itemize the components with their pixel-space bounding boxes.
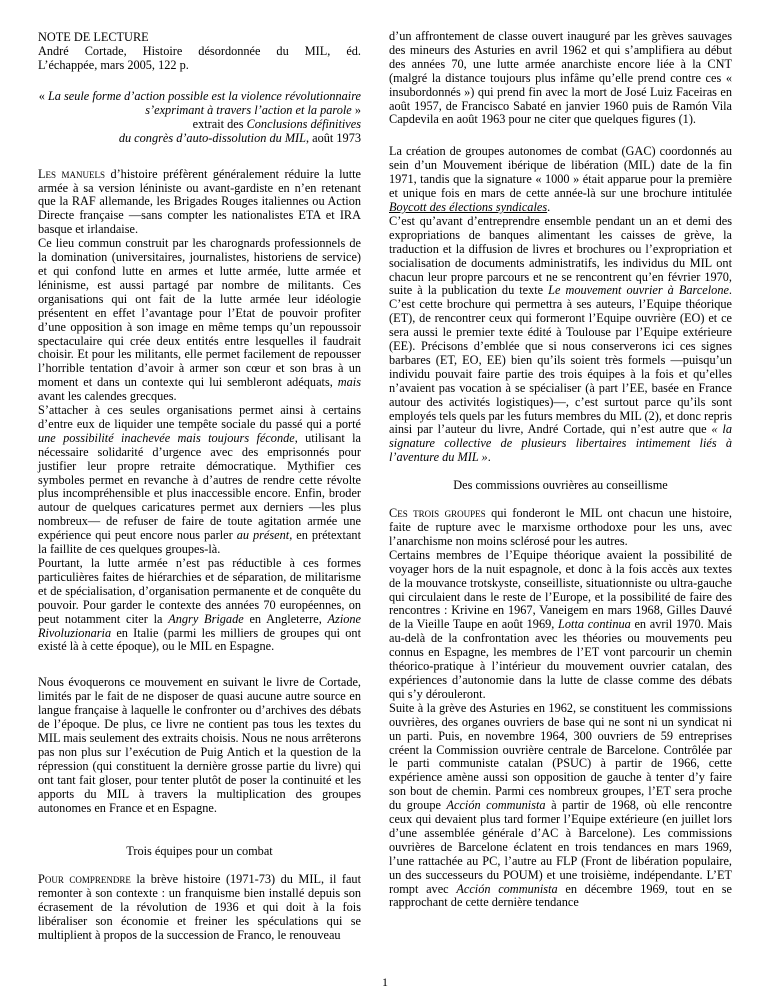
paragraph: Les manuels d’histoire préfèrent généralement réduire la lutte armée à sa version léniniste ou avant-gardiste en n’en retenant que la RAF allemande, les Brigades Rouges italiennes ou Action Directe française —sans compter les nationalistes ETA et IRA basque et irlandaise. bbox=[38, 166, 361, 237]
epigraph-source-suffix: du congrès d’auto-dissolution du MIL bbox=[118, 130, 306, 145]
epigraph-source-prefix: extrait des bbox=[192, 116, 247, 131]
paragraph: Ces trois groupes qui fonderont le MIL ont chacun une histoire, faite de rupture avec le marxisme orthodoxe pour les uns, avec l’anarchisme non moins sclérosé pour les autres. bbox=[389, 506, 732, 548]
section-title: Des commissions ouvrières au conseillisme bbox=[453, 478, 668, 493]
book-reference-line2: L’échappée, mars 2005, 122 p. bbox=[38, 58, 189, 72]
note-label: NOTE DE LECTURE bbox=[38, 30, 149, 44]
paragraph: Certains membres de l’Equipe théorique avaient la possibilité de voyager hors de la nuit espagnole, et donc à la fois accès aux textes de la mouvance trotskyste, conseilliste, situationniste ou ultra-gauche qui circulaient dans le reste de l’Europe, et la possibilité de faire des rencontres : Krivine en 1967, Vaneigem en mars 1968, Gilles Dauvé de la Vieille Taupe en août 1969, Lotta continua en avril 1970. Mais au-delà de la confrontation avec les théories ou mouvements peu connus en Espagne, les membres de l’ET vont parcourir un chemin théorico-pratique à l’intérieur du mouvement ouvrier catalan, des expériences d’autonomie dans la lutte de classe comme des débats qui s’y dérouleront. bbox=[389, 547, 733, 701]
epigraph-source-title: Conclusions définitives bbox=[246, 116, 361, 131]
paragraph: Pourtant, la lutte armée n’est pas réductible à ces formes particulières faites de hiérarchies et de séparation, de militarisme et de spécialisation, d’organisation permanente et de conquête du pouvoir. Pour garder le contexte des années 70 européennes, on peut notamment citer la Angry Brigade en Angleterre, Azione Rivoluzionaria en Italie (parmi les milliers de groupes qui ont existé là à cette époque), ou le MIL en Espagne. bbox=[38, 556, 361, 654]
paragraph: Nous évoquerons ce mouvement en suivant le livre de Cortade, limités par le fait de ne disposer de quasi aucune autre source en langue française à laquelle le confronter ou d’archives des débats de l’époque. De plus, ce livre ne contient pas tous les textes du MIL mais seulement des extraits choisis. Nous ne nous arrêterons pas non plus sur l’exécution de Puig Antich et la question de la répression (qui constituent la dernière grosse partie du livre) qui ont tant fait gloser, pour tenter plutôt de poser la continuité et les apports du MIL à travers la multiplication des groupes autonomes en France et en Espagne. bbox=[38, 675, 361, 815]
page-number: 1 bbox=[382, 975, 388, 989]
right-column bbox=[389, 30, 732, 910]
epigraph-source-date: , août 1973 bbox=[306, 130, 361, 145]
paragraph: Suite à la grève des Asturies en 1962, se constituent les commissions ouvrières, des organes ouvriers de base qui ne sont ni un syndicat ni un parti. Puis, en novembre 1964, 300 ouvriers de 59 entreprises créent la Commission ouvrière centrale de Barcelone. Contrôlée par le parti communiste catalan (PSUC) à partir de 1966, cette expérience amène aussi son opposition de gauche à tenter d’y faire son bout de chemin. Parmi ces nombreux groupes, l’ET sera proche du groupe Acción communista à partir de 1968, où elle rencontre ceux qui devaient plus tard former l’Equipe extérieure (en juillet lors d’une assemblée générale d’AC à Barcelone). Les commissions ouvrières de Barcelone éclatent en trois tendances en mars 1969, l’une rattachée au PC, l’autre au FLP (Front de libération populaire, un des successeurs du POUM) et une troisième, indépendante. L’ET rompt avec Acción communista en décembre 1969, tout en se rapprochant de cette dernière tendance bbox=[389, 700, 733, 910]
paragraph: La création de groupes autonomes de combat (GAC) coordonnés au sein d’un Mouvement ibérique de libération (MIL) date de la fin 1971, tandis que la signature « 1000 » était apparue pour la première et unique fois en mars de cette année-là sur une brochure intitulée Boycott des élections syndicales. bbox=[389, 144, 732, 214]
paragraph: d’un affrontement de classe ouvert inauguré par les grèves sauvages des mineurs des Asturies en avril 1962 et qui s’amplifiera au début des années 70, une lutte armée anarchiste encore liée à la CNT (malgré la distance toujours plus infâme qu’elle prend contre ces « insubordonnés ») qui prend fin avec la mort de José Luiz Faceiras en août 1957, de Francisco Sabaté en janvier 1960 puis de Ramón Vila Capdevila en août 1963 pour ne citer que quelques figures (1). bbox=[389, 29, 732, 127]
paragraph: S’attacher à ces seules organisations permet ainsi à certains d’entre eux de liquider une tempête sociale du passé qui a porté une possibilité inachevée mais toujours féconde, utilisant la nécessaire solidarité d’urgence avec des emprisonnés pour justifier leur propre retraite démocratique. Mythifier ces symboles permet en revanche à d’autres de rendre cette révolte plus incompréhensible et plus inaccessible encore. Enfin, broder autour de quelques caricatures permet aux derniers —les plus nombreux— de refuser de faire de toute agitation armée une expérience qui peut encore nous parler au présent, en prétextant la faillite de ces quelques groupes-là. bbox=[38, 403, 361, 557]
left-column bbox=[38, 30, 361, 943]
paragraph: C’est qu’avant d’entreprendre ensemble pendant un an et demi des expropriations de banques alimentant les caisses de grève, la traduction et la diffusion de livres et brochures ou l’expropriation et socialisation de documents administratifs, les individus du MIL ont chacun leur propre parcours et ne se rencontrent qu’en février 1970, suite à la publication du texte Le mouvement ouvrier à Barcelone. C’est cette brochure qui permettra à ses auteurs, l’Equipe théorique (ET), de rencontrer ceux qui formeront l’Equipe ouvrière (EO) et ce sera aussi le premier texte édité à Toulouse par l’Equipe extérieure (EE). Précisons d’emblée que si nous conserverons ici ces signes barbares (ET, EO, EE) bien qu’ils soient très formels —puisqu’un individu pouvait faire partie des trois équipes à la fois et qu’elles n’avaient pas vocation à se spécialiser (à part l’EE, basée en France autour des activités logistiques)—, c’est surtout parce qu’ils sont employés tels quels par les futurs membres du MIL (2), et donc repris ainsi par l’auteur du livre, André Cortade, qui n’est autre que « la signature collective de plusieurs libertaires intimement liés à l’aventure du MIL ». bbox=[389, 213, 732, 465]
epigraph-quote: La seule forme d’action possible est la violence révolutionnaire s’exprimant à travers l’action et la parole bbox=[47, 89, 361, 117]
epigraph: « La seule forme d’action possible est la violence révolutionnaire s’exprimant à travers l’action et la parole » extrait des Conclusions définitives du congrès d’auto-dissolution du MIL, août 1973 bbox=[38, 89, 361, 145]
section-title: Trois équipes pour un combat bbox=[126, 844, 273, 859]
paragraph: Pour comprendre la brève histoire (1971-73) du MIL, il faut remonter à son contexte : un franquisme bien installé depuis son écrasement de la révolution de 1936 et qui doit à la fois libéraliser son économie et freiner les spéculations qui se multiplient à propos de la succession de Franco, le renouveau bbox=[38, 872, 361, 942]
paragraph: Ce lieu commun construit par les charognards professionnels de la domination (universitaires, journalistes, historiens de service) et qui confond lutte en armes et lutte armée, lutte armée et léninisme, est aussi partagé par nombre de militants. Ces organisations qui ont fait de la lutte armée leur idéologie présentent en effet l’avantage pour l’Etat de pouvoir profiter d’une opposition à son image en même temps qu’un repoussoir spectaculaire qui crée deux entités entre lesquelles il faudrait choisir. Et pour les militants, elle permet facilement de repousser l’horrible tentation d’avoir à armer son cœur et son bras à un moment et dans un contexte qui lui sembleront adéquats, mais avant les calendes grecques. bbox=[38, 236, 361, 404]
book-reference-line1: André Cortade, Histoire désordonnée du MIL, éd. bbox=[38, 44, 361, 58]
